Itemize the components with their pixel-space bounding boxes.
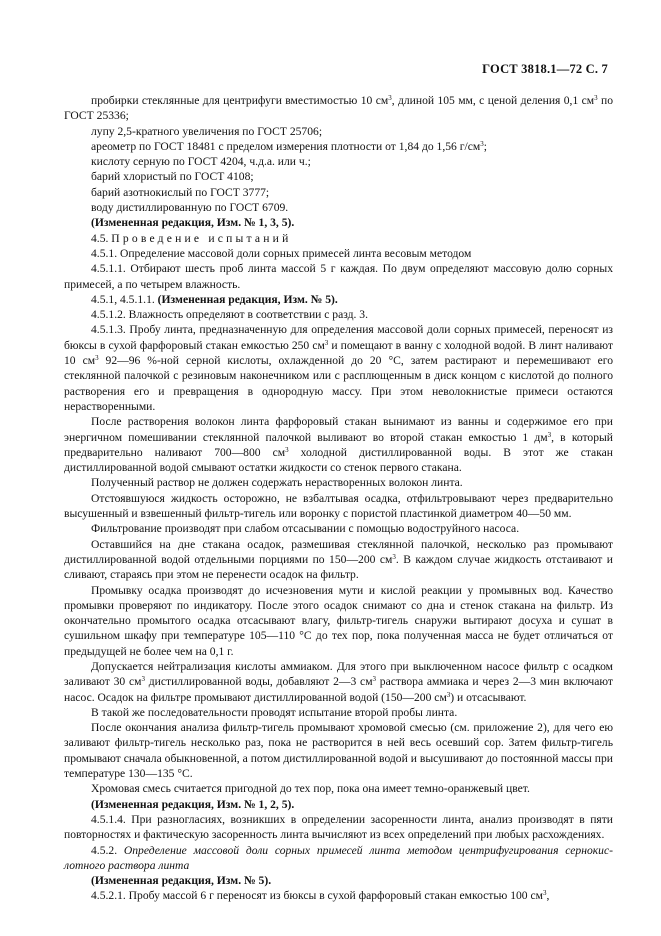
paragraph: кислоту серную по ГОСТ 4204, ч.д.а. или ч.;: [91, 155, 311, 169]
superscript: 3: [542, 889, 547, 898]
text: холодной дистиллированной воды. В этот же стакан дистиллированной водой смывают остатки жидкости со стенок первого стакана.: [64, 445, 614, 475]
paragraph: Промывку осадка производят до исчезновения мути и кислой реакции у промывных вод. Качество промывки проверяют по индикатору. После этого осадок снимают со дна и стенок стакана на фильтр. Из окончательно промытого осадка отсасывают влагу, фильтр-тигель снаружи вытирают досуха и сушат в сушильном шкафу при температуре 105—110 °С до тех пор, пока полученная масса не будет отличаться от предыдущей не более чем на 0,1 г.: [64, 583, 613, 658]
superscript: 3: [141, 675, 145, 684]
superscript: 3: [446, 690, 451, 699]
text: 4.5.2.1. Пробу массой 6 г переносят из бюксы в сухой фарфоровый стакан емкостью 100 см: [91, 889, 543, 903]
text: . В каждом случае жидкость отстаивают и сливают, стараясь при этом не перенести осадок на фильтр.: [64, 552, 613, 582]
paragraph: Хромовая смесь считается пригодной до тех пор, пока она имеет темно-оранжевый цвет.: [91, 782, 530, 796]
paragraph: [64, 322, 613, 414]
paragraph: 4.5.1.1. Отбирают шесть проб линта массой 5 г каждая. По двум определяют массовую долю сорных примесей, а по четырем влажность.: [64, 262, 613, 291]
text: 4.5.1, 4.5.1.1.: [91, 292, 158, 306]
amendment-note: (Измененная редакция, Изм. № 5).: [91, 874, 272, 888]
paragraph: [64, 659, 613, 705]
paragraph: [64, 888, 613, 903]
paragraph: лупу 2,5-кратного увеличения по ГОСТ 25706;: [91, 124, 323, 138]
paragraph: Полученный раствор не должен содержать нерастворенных волокон линта.: [91, 476, 463, 490]
paragraph: 4.5.1.4. При разногласиях, возникших в определении засоренности линта, анализ производят в пяти повторностях и фактическую засоренность линта вычисляют из всех определений при любых расхождениях.: [64, 812, 613, 842]
amendment-note: (Измененная редакция, Изм. № 1, 2, 5).: [91, 797, 295, 811]
text: ) и отсасывают.: [450, 690, 527, 704]
text: После растворения волокон линта фарфоровый стакан вынимают из ванны и содержимое его при энергичном помешивании стеклянной палочкой выливают во второй стакан емкостью 1 дм: [64, 415, 613, 444]
text: 92—96 %-ной серной кислоты, охлажденной до 20 °С, затем растирают и перемешивают его стеклянной палочкой с резиновым наконечником или с расплющенным в диск концом с кислотой до полного растворения его и превращения в однородную массу. При этом неволокнистые примеси остаются нерастворенными.: [64, 354, 613, 413]
text: дистиллированной воды, добавляют 2—3 см: [145, 675, 373, 689]
paragraph: [64, 292, 613, 307]
text: Оставшийся на дне стакана осадок, размешивая стеклянной палочкой, несколько раз промывают дистиллированной водой отдельными порциями по 150—200 см: [64, 537, 613, 566]
superscript: 3: [324, 338, 329, 347]
subsection-heading: [64, 843, 613, 874]
section-number: 4.5.2.: [91, 843, 124, 857]
paragraph: [64, 537, 613, 583]
superscript: 3: [480, 139, 484, 148]
paragraph: барий азотнокислый по ГОСТ 3777;: [91, 185, 270, 199]
text: ,: [546, 889, 550, 903]
text: ;: [483, 139, 487, 153]
paragraph: Отстоявшуюся жидкость осторожно, не взбалтывая осадка, отфильтровывают через предварительно высушенный и взвешенный фильтр-тигель или воронку с пористой пластинкой диаметром 40—50 мм.: [64, 491, 613, 521]
paragraph: [64, 139, 613, 154]
section-number: 4.5.: [91, 231, 112, 245]
text: 4.5.1.3. Пробу линта, предназначенную для определения массовой доли сорных примесей, переносят из бюксы в сухой фарфоровый стакан емкостью 250 см: [64, 323, 613, 352]
paragraph: Фильтрование производят при слабом отсасывании с помощью водоструйного насоса.: [91, 522, 520, 536]
superscript: 3: [392, 552, 396, 561]
paragraph: 4.5.1. Определение массовой доли сорных примесей линта весовым методом: [91, 246, 472, 260]
text: пробирки стеклянные для центрифуги вместимостью 10 см: [91, 94, 389, 107]
paragraph: После окончания анализа фильтр-тигель промывают хромовой смесью (см. приложение 2), для чего ею заливают фильтр-тигель несколько раз, пока не растворится в ней весь осевший сор. Затем фильтр-тигель промывают сначала обыкновенной, а потом дистиллированной водой и высушивают до постоянной массы при температуре 130—135 °С.: [64, 721, 613, 781]
text: , в который предварительно наливают 700—800 см: [64, 430, 614, 459]
superscript: 3: [547, 430, 552, 439]
page-header: ГОСТ 3818.1—72 С. 7: [482, 62, 608, 76]
superscript: 3: [95, 354, 99, 363]
paragraph: [64, 93, 613, 124]
section-heading: [64, 231, 613, 246]
paragraph: барий хлористый по ГОСТ 4108;: [91, 170, 254, 184]
document-body: [64, 93, 613, 904]
paragraph: [64, 414, 613, 475]
section-title: Определение массовой доли сорных примесей линта методом центрифугирования сернокислотного раствора линта: [64, 843, 613, 872]
superscript: 3: [388, 94, 392, 102]
text: по ГОСТ 25336;: [64, 94, 613, 123]
amendment-note: (Измененная редакция, Изм. № 5).: [157, 292, 338, 306]
text: ареометр по ГОСТ 18481 с пределом измерения плотности от 1,84 до 1,56 г/см: [91, 139, 481, 153]
text: раствора аммиака и через 2—3 мин включают насос. Осадок на фильтре промывают дистиллированной водой (150—200 см: [64, 675, 613, 704]
paragraph: В такой же последовательности проводят испытание второй пробы линта.: [91, 705, 458, 719]
superscript: 3: [594, 94, 598, 102]
section-title: Проведение испытаний: [111, 231, 292, 245]
paragraph: воду дистиллированную по ГОСТ 6709.: [91, 201, 289, 215]
text: Допускается нейтрализация кислоты аммиаком. Для этого при выключенном насосе фильтр с осадком заливают 30 см: [64, 659, 613, 689]
superscript: 3: [372, 675, 377, 684]
superscript: 3: [285, 445, 289, 454]
paragraph: 4.5.1.2. Влажность определяют в соответствии с разд. 3.: [91, 308, 368, 322]
text: и помещают в ванну с холодной водой. В линт наливают 10 см: [64, 338, 613, 368]
text: , длиной 105 мм, с ценой деления 0,1 см: [391, 94, 595, 107]
amendment-note: (Измененная редакция, Изм. № 1, 3, 5).: [91, 216, 295, 230]
